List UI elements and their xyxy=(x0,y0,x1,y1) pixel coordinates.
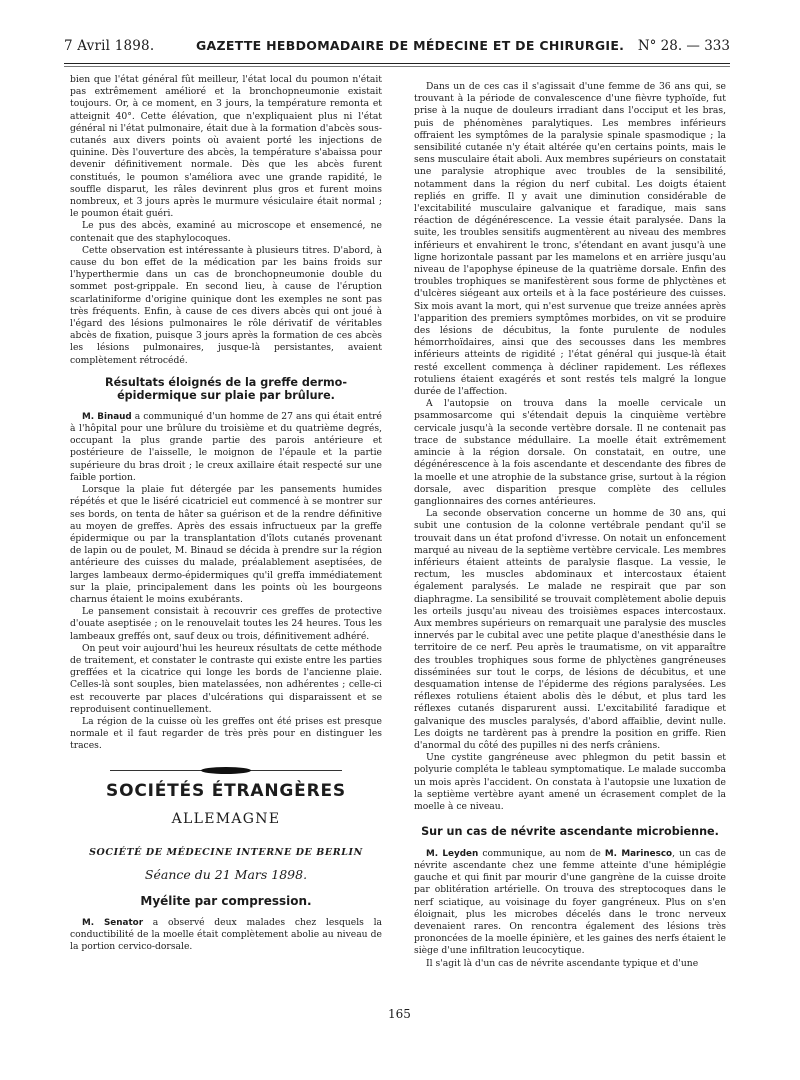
paragraph: La région de la cuisse où les greffes ont été prises est presque normale et il faut regarder de très près pour en distinguer les traces. xyxy=(70,715,382,752)
issue-page-number: N° 28. — 333 xyxy=(637,38,730,54)
paragraph xyxy=(414,848,726,958)
right-column xyxy=(414,81,726,970)
paragraph-text: a communiqué d'un homme de 27 ans qui était entré à l'hôpital pour une brûlure du troisième et du quatrième degrés, occupant la plus grande partie des parois antérieure et postérieure de l'aisselle, le moignon de l'épaule et la partie supérieure du bras droit ; le creux axillaire était respecté sur une faible portion. xyxy=(70,410,382,483)
header-date: 7 Avril 1898. xyxy=(64,38,155,54)
author-name: M. Leyden xyxy=(426,848,479,859)
article-heading-myelite: Myélite par compression. xyxy=(140,894,312,909)
paragraph-text: , un cas de névrite ascendante chez une femme atteinte d'une hémiplégie gauche et qui finit par mourir d'une gangrène de la cuisse droite par oblitération artérielle. On trouva des streptocoques dans le nerf sciatique, au voisinage du foyer gangréneux. Plus on s'en éloignait, plus les microbes décelés dans le tronc nerveux devenaient rares. On rencontra également des lésions très prononcées de la moelle épinière, et les gaines des nerfs étaient le siège d'une infiltration leucocytique. xyxy=(414,847,726,957)
paragraph: La seconde observation concerne un homme de 30 ans, qui subit une contusion de la colonne vertébrale pendant qu'il se trouvait dans un état profond d'ivresse. On notait un enfoncement marqué au niveau de la septième vertèbre cervicale. Les membres inférieurs étaient atteints de paralysie flasque. La vessie, le rectum, les muscles abdominaux et intercostaux étaient également paralysés. Le malade ne respirait que par son diaphragme. La sensibilité se trouvait complètement abolie depuis les orteils jusqu'au niveau des troisièmes espaces intercostaux. Aux membres supérieurs on remarquait une paralysie des muscles innervés par le cubital avec une petite plaque d'anesthésie dans le territoire de ce nerf. Peu après le traumatisme, on vit apparaître des troubles trophiques sous forme de phlyctènes gangréneuses disséminées sur tout le corps, de lésions de décubitus, et une desquamation intense de l'épiderme des régions paralysées. Les réflexes rotuliens étaient abolis dès le début, et plus tard les réflexes cutanés disparurent aussi. L'excitabilité faradique et galvanique des muscles paralysés, d'abord affaiblie, devint nulle. Les doigts ne tardèrent pas à prendre la position en griffe. Rien d'anormal du côté des pupilles ni des nerfs crâniens. xyxy=(414,508,726,751)
header-rule xyxy=(64,63,730,64)
section-title: SOCIÉTÉS ÉTRANGÈRES xyxy=(106,780,346,801)
paragraph: Il s'agit là d'un cas de névrite ascendante typique et d'une xyxy=(426,957,699,969)
paragraph: A l'autopsie on trouva dans la moelle cervicale un psammosarcome qui s'étendait depuis la cinquième vertèbre cervicale jusqu'à la seconde vertèbre dorsale. Il ne contenait pas trace de substance médullaire. La moelle était extrêmement amincie à la région dorsale. On constatait, en outre, une dégénérescence à la fois ascendante et descendante des fibres de la moelle et une atrophie de la substance grise, surtout à la région dorsale, avec disparition presque complète des cellules ganglionnaires des cornes antérieures. xyxy=(414,398,726,507)
paragraph: Le pansement consistait à recouvrir ces greffes de protective d'ouate aseptisée ; on le renouvelait toutes les 24 heures. Tous les lambeaux greffés ont, sauf deux ou trois, définitivement adhéré. xyxy=(70,606,382,642)
country-heading: ALLEMAGNE xyxy=(171,810,281,827)
page-folio: 165 xyxy=(388,1007,411,1021)
paragraph: Dans un de ces cas il s'agissait d'une femme de 36 ans qui, se trouvant à la période de convalescence d'une fièvre typhoïde, fut prise à la nuque de douleurs irradiant dans l'occiput et les bras, puis de phénomènes paralytiques. Les membres inférieurs offraient les symptômes de la paralysie spinale spasmodique ; la sensibilité cutanée n'y était altérée qu'en certains points, mais le sens musculaire était aboli. Aux membres supérieurs on constatait une paralysie atrophique avec troubles de la sensibilité, notamment dans la région du nerf cubital. Les doigts étaient repliés en griffe. Il y avait une diminution considérable de l'excitabilité musculaire galvanique et faradique, mais sans réaction de dégénérescence. La vessie était paralysée. Dans la suite, les troubles sensitifs augmentèrent au niveau des membres inférieurs et envahirent le tronc, s'étendant en avant jusqu'à une ligne horizontale passant par les mamelons et en arrière jusqu'au niveau de l'apophyse épineuse de la quatrième dorsale. Enfin des troubles trophiques se manifestèrent sous forme de phlyctènes et d'ulcères siégeant aux orteils et à la face postérieure des cuisses. Six mois avant la mort, qui n'est survenue que treize années après l'apparition des premiers symptômes morbides, on vit se produire des lésions de décubitus, la fonte purulente de nodules hémorrhoïdaires, ainsi que des secousses dans les membres inférieurs atteints de rigidité ; l'état général qui jusque-là était resté excellent commença à décliner rapidement. Les réflexes rotuliens étaient exagérés et sont restés tels malgré la longue durée de l'affection. xyxy=(414,81,726,398)
journal-title: GAZETTE HEBDOMADAIRE DE MÉDECINE ET DE CHIRURGIE. xyxy=(196,38,625,53)
society-name: SOCIÉTÉ DE MÉDECINE INTERNE DE BERLIN xyxy=(89,846,363,858)
paragraph: Le pus des abcès, examiné au microscope et ensemencé, ne contenait que des staphylocoques. xyxy=(70,220,382,244)
paragraph xyxy=(70,411,382,484)
paragraph-text: communique, au nom de xyxy=(478,847,605,859)
paragraph-text: a observé deux malades chez lesquels la conductibilité de la moelle était complètement abolie au niveau de la portion cervico-dorsale. xyxy=(70,916,383,953)
paragraph xyxy=(70,917,382,954)
article-heading-greffe: Résultats éloignés de la greffe dermo-épidermique sur plaie par brûlure. xyxy=(104,375,348,403)
paragraph: Lorsque la plaie fut détergée par les pansements humides répétés et que le liséré cicatriciel eut commencé à se montrer sur ses bords, on tenta de hâter sa guérison et de la rendre définitive au moyen de greffes. Après des essais infructueux par la greffe épidermique ou par la transplantation d'îlots cutanés provenant de lapin ou de poulet, M. Binaud se décida à prendre sur la région antérieure des cuisses du malade, préalablement aseptisées, de larges lambeaux dermo-épidermiques qu'il greffa immédiatement sur la plaie, principalement dans les points où les bourgeons charnus étaient le moins exubérants. xyxy=(70,484,382,605)
header-rule-thin xyxy=(64,66,730,67)
author-name: M. Senator xyxy=(82,917,144,928)
left-column xyxy=(70,74,382,953)
paragraph: On peut voir aujourd'hui les heureux résultats de cette méthode de traitement, et constater le contraste qui existe entre les parties greffées et la cicatrice qui longe les bords de l'ancienne plaie. Celles-là sont souples, bien matelassées, non adhérentes ; celle-ci est recouverte par places d'ulcérations qui disparaissent et se reproduisent continuellement. xyxy=(70,642,382,715)
paragraph: bien que l'état général fût meilleur, l'état local du poumon n'était pas extrêmement amélioré et la bronchopneumonie existait toujours. Or, à ce moment, en 3 jours, la température remonta et atteignit 40°. Cette élévation, que n'expliquaient plus ni l'état général ni l'état pulmonaire, était due à la formation d'abcès sous-cutanés aux divers points où avaient porté les injections de quinine. Dès l'ouverture des abcès, la température s'abaissa pour devenir définitivement normale. Dès que les abcès furent constitués, le poumon s'améliora avec une grande rapidité, le souffle disparut, les râles devinrent plus gros et furent moins nombreux, et 3 jours après le murmure vésiculaire était normal ; le poumon était guéri. xyxy=(70,74,382,220)
author-name: M. Marinesco xyxy=(604,848,673,859)
paragraph: Une cystite gangréneuse avec phlegmon du petit bassin et polyurie compléta le tableau symptomatique. Le malade succomba un mois après l'accident. On constata à l'autopsie une luxation de la septième vertèbre ayant amené un écrasement complet de la moelle à ce niveau. xyxy=(414,752,726,812)
article-heading-nevrite: Sur un cas de névrite ascendante microbienne. xyxy=(421,825,719,839)
ornamental-separator xyxy=(70,763,382,777)
session-date: Séance du 21 Mars 1898. xyxy=(144,867,308,883)
running-header xyxy=(64,38,730,60)
separator-ornament xyxy=(201,767,251,774)
paragraph: Cette observation est intéressante à plusieurs titres. D'abord, à cause du bon effet de la médication par les bains froids sur l'hyperthermie dans un cas de bronchopneumonie double du sommet post-grippale. En second lieu, à cause de l'éruption scarlatiniforme d'origine quinique dont les exemples ne sont pas très fréquents. Enfin, à cause de ces divers abcès qui ont joué à l'égard des lésions pulmonaires le rôle dérivatif de véritables abcès de fixation, puisque 3 jours après la formation de ces abcès les lésions pulmonaires, jusque-là persistantes, avaient complètement rétrocédé. xyxy=(70,244,382,366)
author-name: M. Binaud xyxy=(82,411,132,422)
